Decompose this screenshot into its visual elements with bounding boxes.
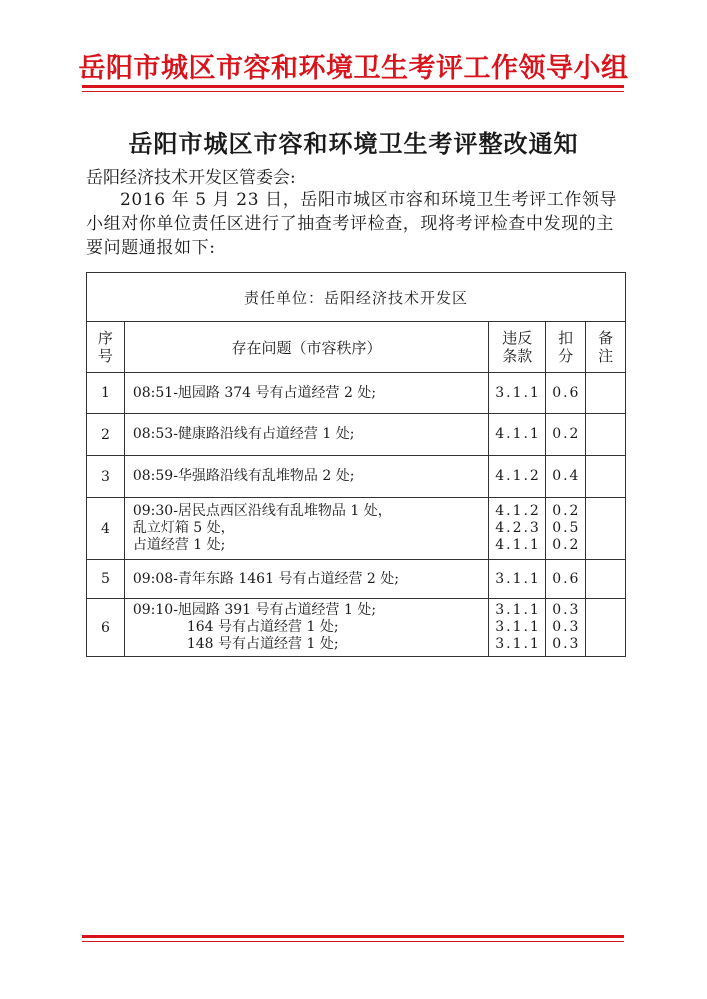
letterhead-title: 岳阳市城区市容和环境卫生考评工作领导小组 [78, 53, 629, 84]
row-issue: 09:10-旭园路 391 号有占道经营 1 处; 164 号有占道经营 1 处; 148 号有占道经营 1 处; [124, 599, 488, 657]
row-number: 5 [87, 560, 125, 599]
row-clause: 4.1.1 [489, 414, 546, 456]
row-clause: 3.1.1 [489, 560, 546, 599]
table-row [87, 414, 626, 456]
header-note: 备 注 [586, 322, 626, 373]
recipient: 岳阳经济技术开发区管委会: [86, 168, 296, 188]
letterhead-rule-thin [82, 91, 624, 92]
row-note [586, 498, 626, 560]
row-issue: 08:51-旭园路 374 号有占道经营 2 处; [124, 373, 488, 414]
body-paragraph: 2016 年 5 月 23 日，岳阳市城区市容和环境卫生考评工作领导小组对你单位责任区进行了抽查考评检查，现将考评检查中发现的主要问题通报如下: [86, 190, 618, 258]
row-note [586, 456, 626, 498]
row-clause: 3.1.1 3.1.1 3.1.1 [489, 599, 546, 657]
row-number: 4 [87, 498, 125, 560]
document-title: 岳阳市城区市容和环境卫生考评整改通知 [128, 129, 579, 158]
row-deduction: 0.2 [546, 414, 586, 456]
table-row [87, 599, 626, 657]
row-note [586, 560, 626, 599]
row-deduction: 0.6 [546, 560, 586, 599]
header-clause: 违反 条款 [489, 322, 546, 373]
row-note [586, 373, 626, 414]
row-deduction: 0.3 0.3 0.3 [546, 599, 586, 657]
header-no: 序 号 [87, 322, 125, 373]
row-number: 2 [87, 414, 125, 456]
row-deduction: 0.2 0.5 0.2 [546, 498, 586, 560]
row-note [586, 414, 626, 456]
row-issue: 09:30-居民点西区沿线有乱堆物品 1 处， 乱立灯箱 5 处， 占道经营 1 处; [124, 498, 488, 560]
row-issue: 09:08-青年东路 1461 号有占道经营 2 处; [124, 560, 488, 599]
responsible-unit: 责任单位：岳阳经济技术开发区 [87, 273, 626, 322]
row-clause: 4.1.2 4.2.3 4.1.1 [489, 498, 546, 560]
header-issue: 存在问题（市容秩序） [124, 322, 488, 373]
table-row [87, 373, 626, 414]
row-note [586, 599, 626, 657]
row-number: 6 [87, 599, 125, 657]
row-issue: 08:53-健康路沿线有占道经营 1 处; [124, 414, 488, 456]
footer-rule-thin [82, 941, 624, 942]
row-clause: 3.1.1 [489, 373, 546, 414]
row-clause: 4.1.2 [489, 456, 546, 498]
header-deduction: 扣 分 [546, 322, 586, 373]
row-number: 3 [87, 456, 125, 498]
row-deduction: 0.4 [546, 456, 586, 498]
inspection-table [86, 272, 626, 657]
table-row [87, 498, 626, 560]
row-issue: 08:59-华强路沿线有乱堆物品 2 处; [124, 456, 488, 498]
row-number: 1 [87, 373, 125, 414]
row-deduction: 0.6 [546, 373, 586, 414]
footer-rule-thick [82, 935, 624, 938]
table-row [87, 560, 626, 599]
table-row [87, 456, 626, 498]
letterhead-rule-thick [82, 85, 624, 88]
